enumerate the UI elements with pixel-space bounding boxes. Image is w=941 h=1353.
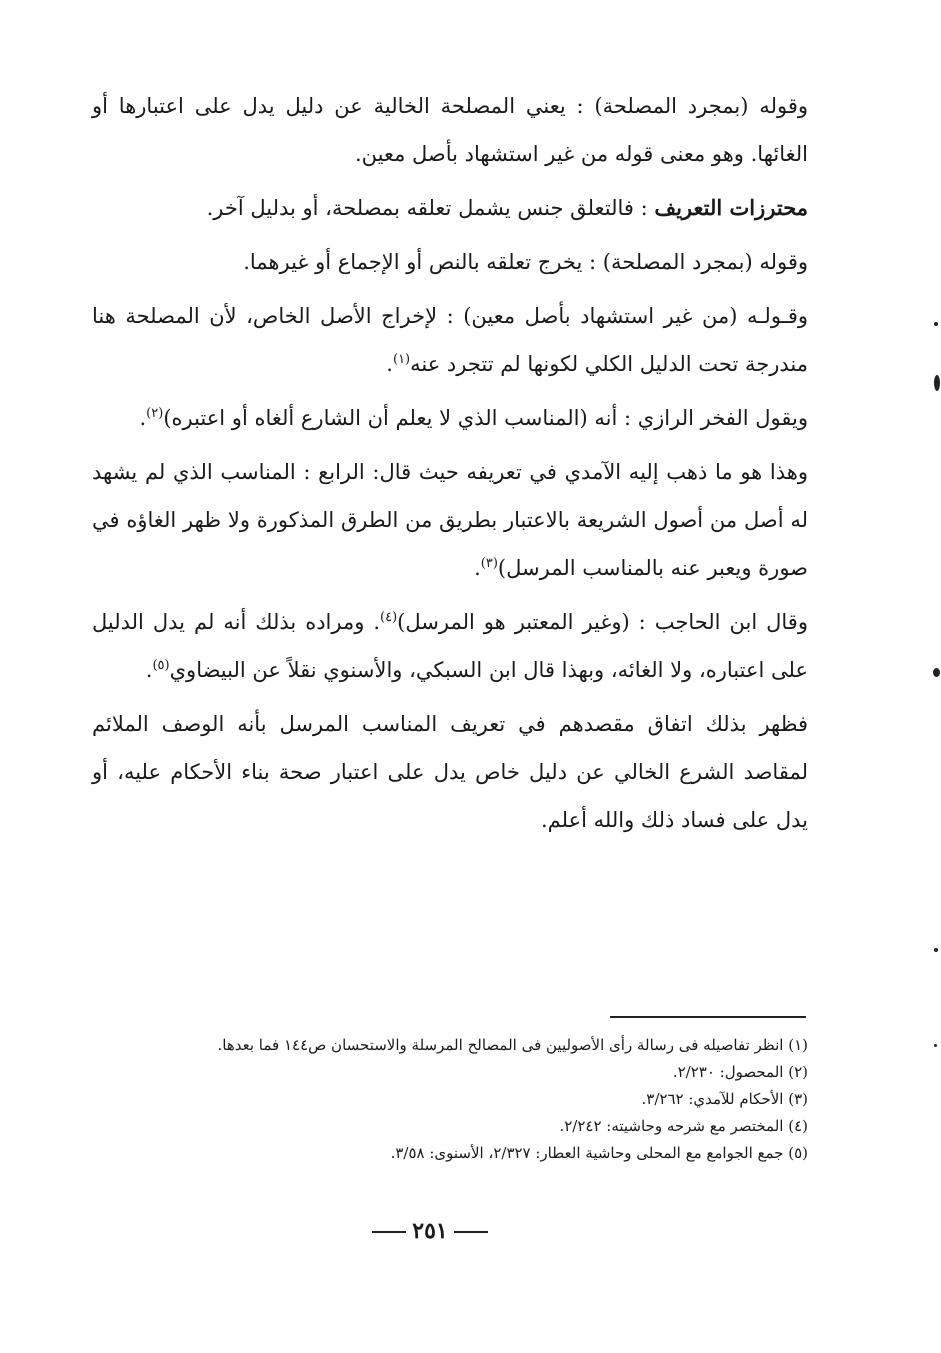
paragraph-7-tail: . ومراده بذلك أنه لم يدل الدليل على اعتباره، ولا الغائه، وبهذا قال ابن السبكي، والأسنوي نقلاً عن البيضاوي [92, 610, 808, 682]
paragraph-7-tail-2: . [145, 658, 153, 682]
paragraph-6 [92, 448, 808, 592]
page-number-dash-right [372, 1231, 406, 1233]
footnote-2: (٢) المحصول: ٢/٢٣٠. [672, 1063, 808, 1081]
paragraph-6-text: وهذا هو ما ذهب إليه الآمدي في تعريفه حيث قال: الرابع : المناسب الذي لم يشهد له أصل من أصول الشريعة بالاعتبار بطريق من الطرق المذكورة ولا ظهر الغاؤه في صورة ويعبر عنه بالمناسب المرسل) [92, 460, 808, 580]
paragraph-7-text: وقال ابن الحاجب : (وغير المعتبر هو المرسل) [397, 610, 808, 634]
paragraph-4-tail: . [386, 352, 393, 376]
paragraph-1 [92, 82, 808, 178]
scan-speck [934, 948, 938, 952]
footnote-ref-1[interactable]: (١) [392, 352, 411, 367]
scan-speck [934, 1044, 937, 1047]
footnote-separator [610, 1016, 806, 1018]
paragraph-2-text: : فالتعلق جنس يشمل تعلقه بمصلحة، أو بدليل آخر. [206, 196, 655, 220]
footnote-ref-2[interactable]: (٢) [146, 406, 164, 421]
footnote-ref-5[interactable]: (٥) [152, 658, 170, 673]
footnote-1: (١) انظر تفاصيله فى رسالة رأى الأصوليين فى المصالح المرسلة والاستحسان ص١٤٤ فما بعدها. [217, 1036, 808, 1054]
paragraph-6-tail: . [474, 556, 481, 580]
footnote-ref-3[interactable]: (٣) [480, 556, 498, 571]
footnote-ref-4[interactable]: (٤) [380, 610, 398, 625]
footnote-5: (٥) جمع الجوامع مع المحلى وحاشية العطار: ٢/٣٢٧، الأسنوى: ٣/٥٨. [390, 1144, 808, 1162]
paragraph-4 [92, 292, 808, 388]
paragraph-3-text: وقوله (بمجرد المصلحة) : يخرج تعلقه بالنص أو الإجماع أو غيرهما. [243, 250, 808, 274]
scan-speck [934, 322, 938, 326]
main-text [92, 82, 808, 850]
paragraph-5-text: ويقول الفخر الرازي : أنه (المناسب الذي لا يعلم أن الشارع ألغاه أو اعتبره) [163, 406, 808, 430]
paragraph-8-text: فظهر بذلك اتفاق مقصدهم في تعريف المناسب المرسل بأنه الوصف الملائم لمقاصد الشرع الخالي عن دليل خاص يدل على اعتبار صحة بناء الأحكام عليه، أو يدل على فساد ذلك والله أعلم. [92, 712, 808, 832]
footnote-4: (٤) المختصر مع شرحه وحاشيته: ٢/٢٤٢. [559, 1117, 808, 1135]
footnotes [92, 1032, 808, 1167]
scan-speck [933, 668, 940, 677]
paragraph-7 [92, 598, 808, 694]
paragraph-2 [92, 184, 808, 232]
paragraph-8 [92, 700, 808, 844]
paragraph-1-text: وقوله (بمجرد المصلحة) : يعني المصلحة الخالية عن دليل يدل على اعتبارها أو الغائها. وهو معنى قوله من غير استشهاد بأصل معين. [92, 94, 808, 166]
page-number-value: ٢٥١ [412, 1218, 448, 1244]
paragraph-2-heading: محترزات التعريف [654, 195, 808, 220]
paragraph-5-tail: . [139, 406, 147, 430]
paragraph-5 [92, 394, 808, 442]
scan-speck [934, 375, 940, 391]
page-number-dash-left [454, 1231, 488, 1233]
paragraph-3 [92, 238, 808, 286]
footnote-3: (٣) الأحكام للآمدي: ٣/٢٦٢. [641, 1090, 808, 1108]
page-number [0, 1218, 860, 1244]
paragraph-4-text: وقـولـه (من غير استشهاد بأصل معين) : لإخراج الأصل الخاص، لأن المصلحة هنا مندرجة تحت الدليل الكلي لكونها لم تتجرد عنه [92, 304, 808, 376]
